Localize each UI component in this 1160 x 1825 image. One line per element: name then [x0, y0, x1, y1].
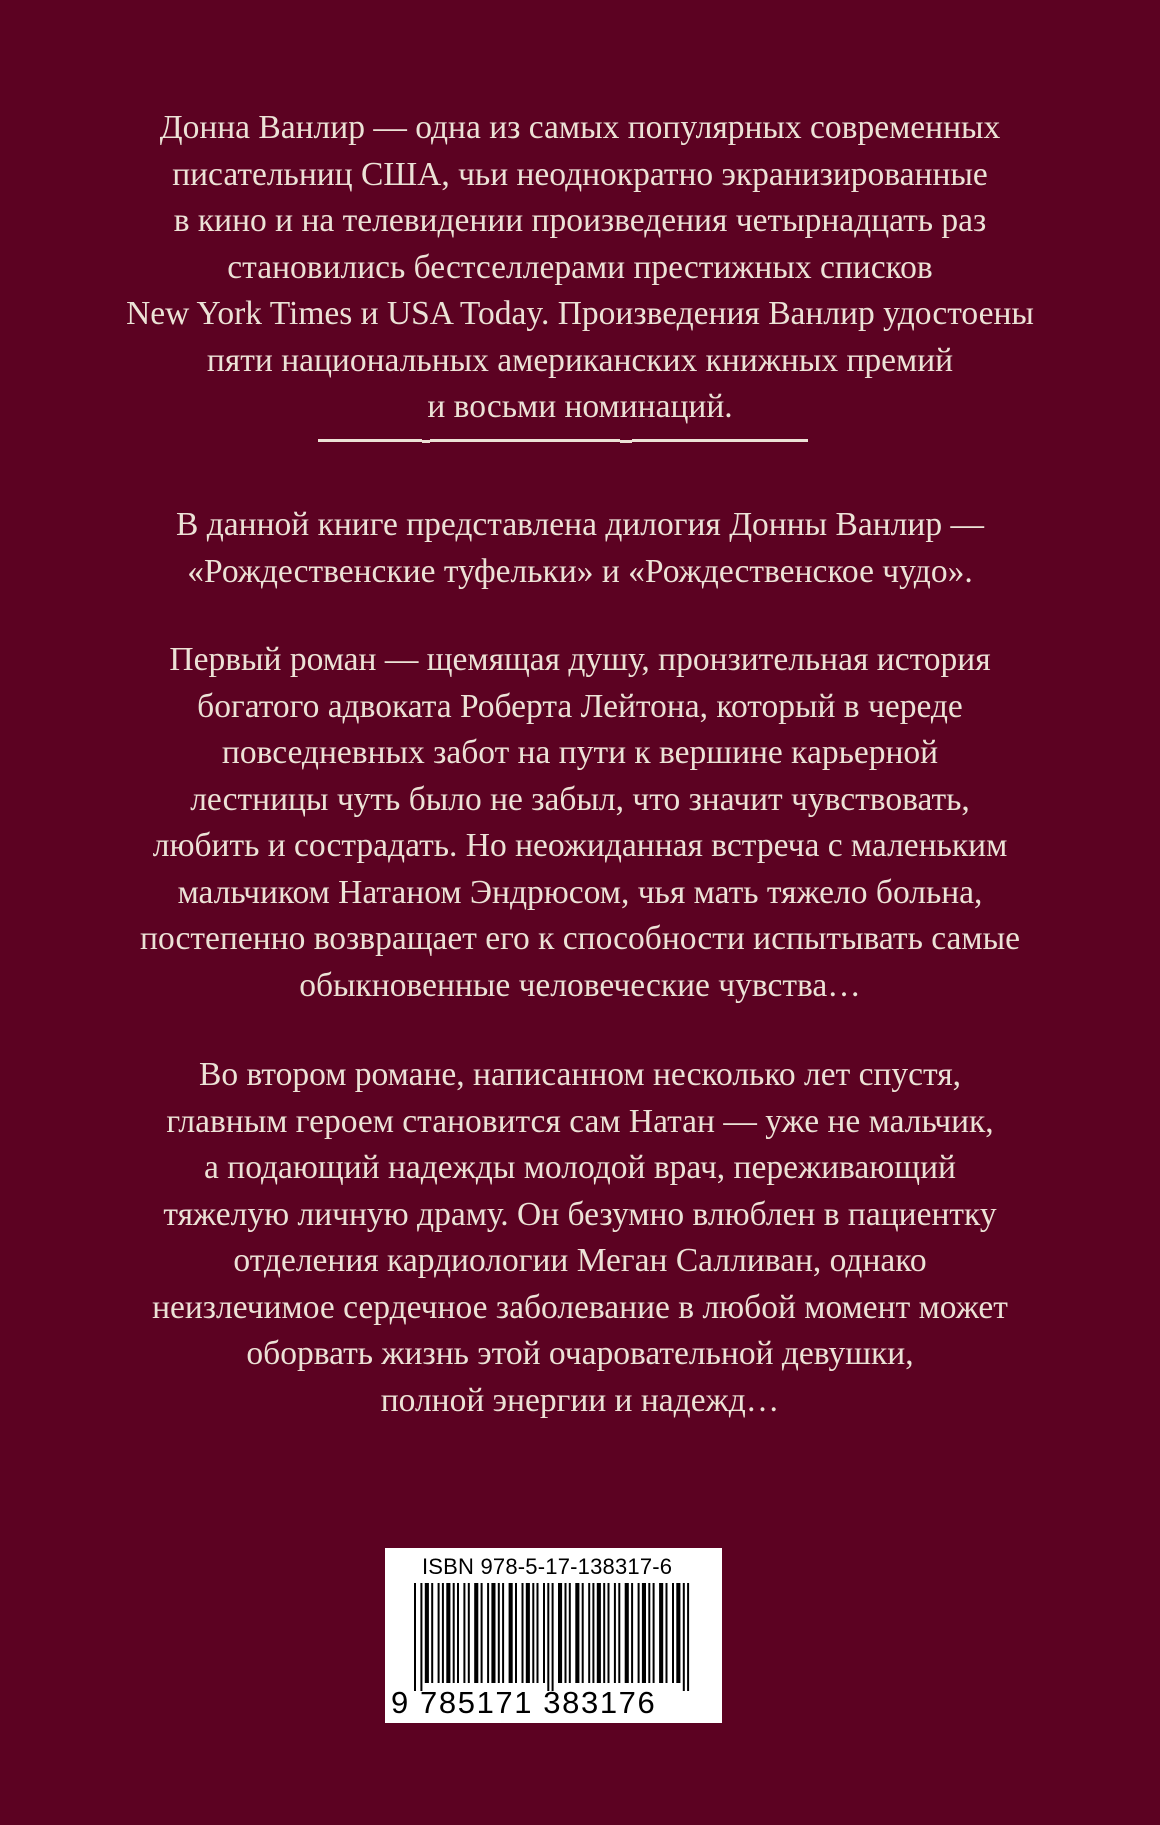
first-novel-line: лестницы чуть было не забыл, что значит чувствовать, [190, 780, 970, 818]
bio-line: пяти национальных американских книжных премий [206, 341, 954, 379]
second-novel-line: тяжелую личную драму. Он безумно влюблен в пациентку [163, 1195, 997, 1233]
barcode-digits: 9 785171 383176 [391, 1685, 657, 1720]
first-novel-description [0, 637, 1160, 1009]
barcode-bar [438, 1583, 440, 1683]
barcode-bar [446, 1583, 450, 1683]
barcode-bar [614, 1583, 616, 1683]
second-novel-line: отделения кардиологии Меган Салливан, однако [233, 1242, 927, 1279]
bio-line: и восьми номинаций. [427, 388, 733, 425]
first-novel-line: мальчиком Натаном Эндрюсом, чья мать тяжело больна, [177, 873, 983, 911]
barcode-bar [659, 1583, 663, 1683]
barcode-bar [468, 1583, 470, 1683]
barcode-bar [431, 1583, 433, 1683]
barcode-bar [603, 1583, 605, 1683]
barcode-bar [687, 1583, 689, 1691]
barcode-bar [653, 1583, 655, 1683]
barcode-bar [515, 1583, 517, 1683]
first-novel-line: обыкновенные человеческие чувства… [299, 966, 861, 1004]
barcode-bar [631, 1583, 633, 1683]
barcode-bar [638, 1583, 640, 1683]
barcode-bar [463, 1583, 465, 1683]
first-novel-line: постепенно возвращает его к способности испытывать самые [140, 920, 1020, 957]
barcode-bar [558, 1583, 562, 1683]
barcode-bar [532, 1583, 534, 1683]
barcode-bar [565, 1583, 567, 1683]
first-novel-line: Первый роман — щемящая душу, пронзительная история [169, 641, 991, 678]
barcode-bar [683, 1583, 685, 1691]
bio-line: в кино и на телевидении произведения четырнадцать раз [173, 202, 987, 239]
barcode-bar [457, 1583, 459, 1683]
barcode-bar [522, 1583, 524, 1683]
second-novel-line: неизлечимое сердечное заболевание в любой момент может [152, 1288, 1008, 1326]
barcode-bar [425, 1583, 429, 1683]
barcode-bar [588, 1583, 590, 1683]
author-bio [0, 105, 1160, 431]
barcode-bar [453, 1583, 455, 1683]
barcode-bar [442, 1583, 444, 1683]
barcode-bar [597, 1583, 601, 1683]
barcode-bar [547, 1583, 549, 1691]
barcode-bar [666, 1583, 668, 1683]
first-novel-line: богатого адвоката Роберта Лейтона, который в череде [197, 687, 963, 725]
barcode-bar [526, 1583, 530, 1683]
barcode-bar [608, 1583, 610, 1683]
section-divider [318, 439, 808, 443]
isbn-barcode [385, 1548, 722, 1723]
intro-line: В данной книге представлена дилогия Донны Ванлир — [176, 506, 984, 543]
intro-line: «Рождественские туфельки» и «Рождественское чудо». [187, 552, 973, 590]
barcode-bar [498, 1583, 500, 1683]
barcode-bar [481, 1583, 483, 1683]
barcode-bar [474, 1583, 478, 1683]
second-novel-line: полной энергии и надежд… [380, 1381, 780, 1419]
barcode-bar [672, 1583, 674, 1683]
bio-line: Донна Ванлир — одна из самых популярных современных [159, 109, 1001, 146]
barcode-bar [491, 1583, 495, 1683]
second-novel-description [0, 1052, 1160, 1424]
barcode-bar [575, 1583, 579, 1683]
book-intro [0, 502, 1160, 595]
second-novel-line: Во втором романе, написанном несколько лет спустя, [198, 1056, 962, 1093]
barcode-bar [487, 1583, 489, 1683]
barcode-bar [648, 1583, 650, 1683]
barcode-bar [543, 1583, 545, 1683]
barcode-bar [618, 1583, 620, 1683]
bio-line: писательниц США, чьи неоднократно экранизированные [172, 155, 988, 193]
second-novel-line: оборвать жизнь этой очаровательной девушки, [246, 1335, 914, 1372]
barcode-bar [509, 1583, 513, 1683]
bio-line: становились бестселлерами престижных списков [227, 248, 933, 286]
first-novel-line: повседневных забот на пути к вершине карьерной [221, 734, 939, 771]
first-novel-line: любить и сострадать. Но неожиданная встреча с маленьким [152, 827, 1008, 864]
isbn-label: ISBN 978-5-17-138317-6 [422, 1554, 673, 1579]
barcode-bar [676, 1583, 680, 1683]
barcode-bar [642, 1583, 646, 1683]
barcode-bar [414, 1583, 416, 1691]
barcode-bar [569, 1583, 571, 1683]
barcode-bar [502, 1583, 504, 1683]
bio-line: New York Times и USA Today. Произведения Ванлир удостоены [126, 295, 1034, 332]
barcode-bar [592, 1583, 594, 1683]
barcode-bar [420, 1583, 422, 1691]
barcode-bar [582, 1583, 584, 1683]
barcode-bar [537, 1583, 539, 1683]
second-novel-line: а подающий надежды молодой врач, переживающий [204, 1149, 956, 1186]
barcode-bar [625, 1583, 629, 1683]
barcode-bar [552, 1583, 554, 1691]
second-novel-line: главным героем становится сам Натан — уже не мальчик, [166, 1102, 994, 1140]
